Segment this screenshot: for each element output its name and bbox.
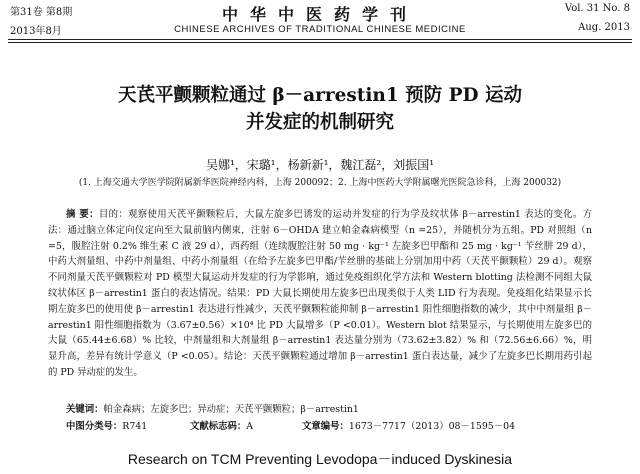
keywords-text: 帕金森病；左旋多巴；异动症；天芪平颤颗粒；β－arrestin1: [103, 404, 359, 415]
journal-name-cn: 中华中医药学刊: [221, 5, 418, 24]
document-code: [190, 418, 253, 432]
clc-label: 中图分类号：: [66, 421, 123, 432]
keywords: [66, 401, 359, 415]
article-title-line1: 天芪平颤颗粒通过 β－arrestin1 预防 PD 运动: [117, 85, 523, 106]
article-title-en: Research on TCM Preventing Levodopa－induced Dyskinesia: [127, 451, 513, 467]
article-number: [302, 418, 515, 432]
abstract: [48, 207, 592, 381]
article-title-line2: 并发症的机制研究: [245, 112, 394, 133]
doc-code-label: 文献标志码：: [190, 421, 247, 432]
header-date-en: Aug. 2013: [578, 22, 630, 33]
abstract-label: 摘 要：: [66, 209, 99, 220]
doc-code-value: A: [246, 421, 254, 432]
header-volume-en: Vol. 31 No. 8: [564, 3, 630, 14]
abstract-text: 目的：观察使用天芪平颤颗粒后，大鼠左旋多巴诱发的运动并发症的行为学及纹状体 β－arrestin1 表达的变化。方法：通过脑立体定向仪定向至大鼠前脑内侧束，注射 6－OHDA 建立帕金森病模型（n =25），并随机分为五组。PD 对照组（n =5，腹腔注射 0.2% 维生素 C 液 29 d），西药组（连续腹腔注射 50 mg · kg⁻¹ 左旋多巴甲酯和 25 mg · kg⁻¹ 苄丝肼 29 d），中药大剂量组、中药中剂量组、中药小剂量组（在给予左旋多巴甲酯/苄丝肼的基础上分别加用中药（天芪平颤颗粒）29 d）。观察不同剂量天芪平颤颗粒对 PD 模型大鼠运动并发症的行为学影响，通过免疫组织化学方法和 Western blotting 法检测不同组大鼠纹状体区 β－arrestin1 蛋白的表达情况。结果：PD 大鼠长期使用左旋多巴出现类似于人类 LID 行为表现。免疫组化结果显示长期左旋多巴的使用使 β－arrestin1 表达进行性减少，天芪平颤颗粒能抑制 β－arrestin1 阳性细胞指数的减少，其中中剂量组 β－arrestin1 阳性细胞指数为（3.67±0.56）×10⁴ 比 PD 大鼠增多（P <0.01）。Western blot 结果显示，与长期使用左旋多巴的大鼠（65.44±6.68）% 比较，中剂量组和大剂量组 β－arrestin1 表达量分别为（73.62±3.82）% 和（72.56±6.66）%，明显升高，差异有统计学意义（P <0.05）。结论：天芪平颤颗粒通过增加 β－arrestin1 蛋白表达量，减少了左旋多巴长期用药引起的 PD 异动症的发生。: [48, 209, 592, 378]
affiliations: (1. 上海交通大学医学院附属新华医院神经内科，上海 200092；2. 上海中医药大学附属曙光医院急诊科，上海 200032): [78, 178, 562, 188]
article-no-label: 文章编号：: [302, 421, 349, 432]
journal-name-en: CHINESE ARCHIVES OF TRADITIONAL CHINESE MEDICINE: [174, 24, 466, 35]
article-no-value: 1673－7717（2013）08－1595－04: [348, 421, 516, 432]
keywords-label: 关键词：: [66, 404, 104, 415]
header-rule-top: [8, 39, 632, 40]
header-rule-bottom: [8, 42, 632, 43]
header-date-cn: 2013年8月: [10, 26, 62, 37]
clc-number: [66, 418, 147, 432]
header-volume-cn: 第31卷 第8期: [10, 7, 73, 18]
clc-value: R741: [122, 421, 148, 432]
authors: 吴娜¹，宋璐¹，杨新新¹，魏江磊²，刘振国¹: [205, 158, 435, 172]
